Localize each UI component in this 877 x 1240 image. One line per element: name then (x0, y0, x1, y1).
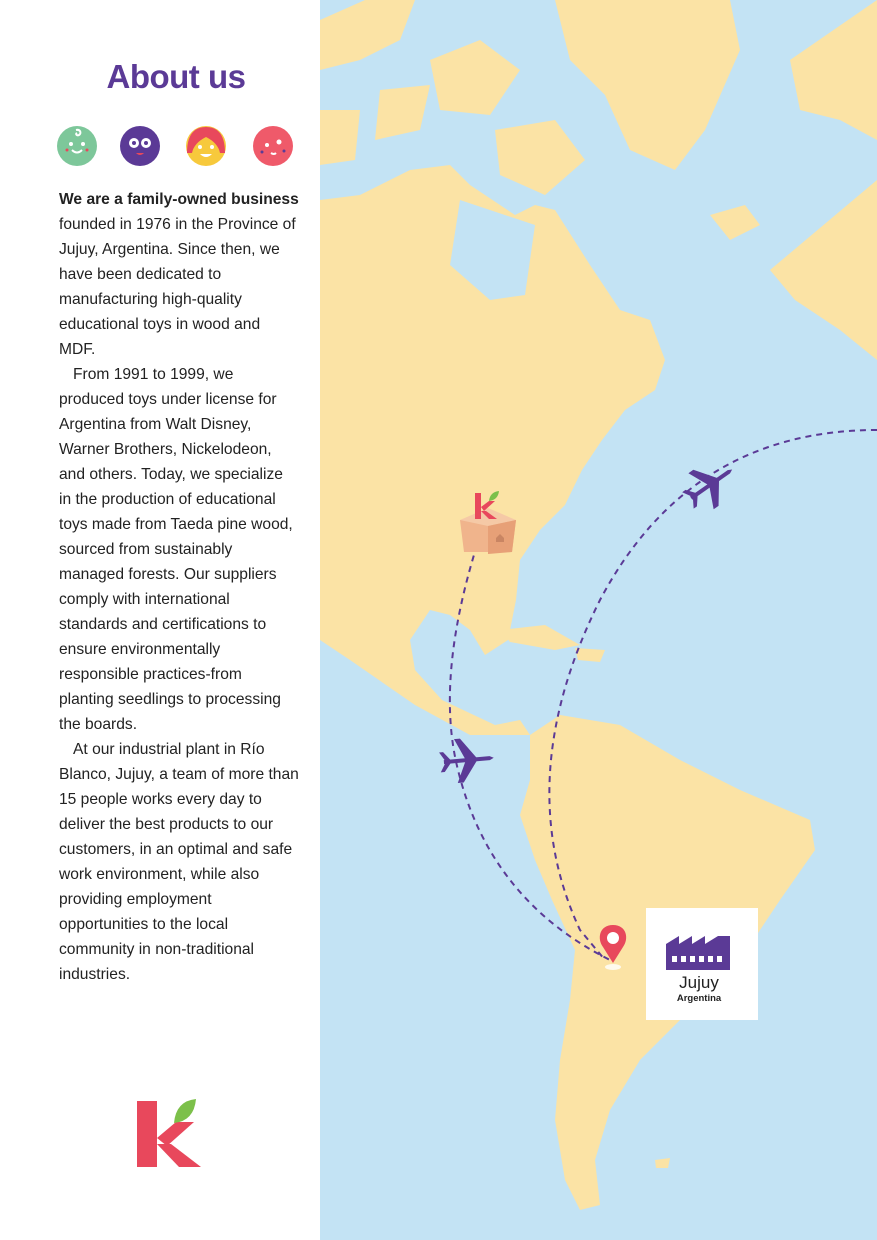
yellow-face-icon (185, 125, 227, 167)
location-label: Jujuy (679, 973, 719, 992)
about-panel (0, 0, 320, 1240)
about-text (59, 187, 299, 987)
paragraph-1-bold: We are a family-owned business (59, 191, 299, 208)
green-face-icon (56, 125, 98, 167)
purple-face-icon (119, 125, 161, 167)
world-map (320, 0, 877, 1240)
factory-icon (666, 936, 730, 970)
red-face-icon (252, 125, 294, 167)
paragraph-3: At our industrial plant in Río Blanco, Jujuy, a team of more than 15 people works every day to deliver the best products to our customers, in an optimal and safe work environment, while also providing employment opportunities to the local community in non-traditional industries. (59, 741, 299, 983)
location-sublabel: Argentina (676, 993, 722, 1004)
paragraph-2: From 1991 to 1999, we produced toys under license for Argentina from Walt Disney, Warner Brothers, Nickelodeon, and others. Today, we specialize in the production of educational toys made from Taeda pine wood, sourced from sustainably managed forests. Our suppliers comply with international standards and certifications to ensure environmentally responsible practices-from planting seedlings to processing the boards. (59, 366, 293, 733)
page-title: About us (106, 58, 246, 95)
paragraph-1-text: founded in 1976 in the Province of Jujuy, Argentina. Since then, we have been dedicated to manufacturing high-quality educational toys in wood and MDF. (59, 216, 296, 358)
paragraph-1 (59, 187, 299, 362)
k-logo (134, 1098, 204, 1170)
faces-row (56, 125, 296, 169)
